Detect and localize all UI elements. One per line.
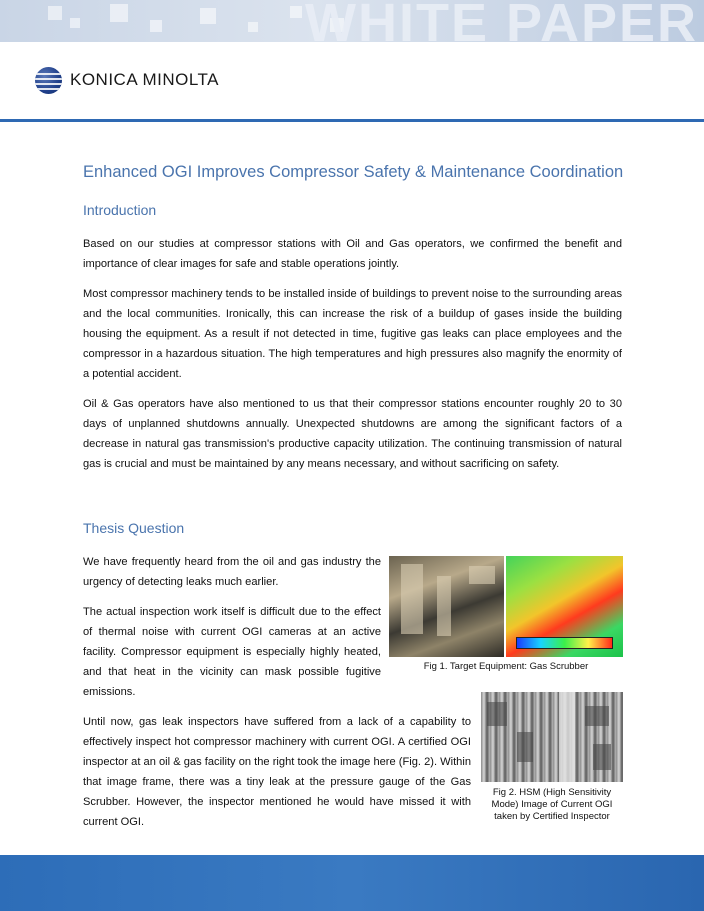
- thesis-paragraph: Until now, gas leak inspectors have suffered from a lack of a capability to effectively inspect hot compressor machinery with current OGI. A certified OGI inspector at an oil & gas facility on the right took the image here (Fig. 2). Within that image frame, there was a tiny leak at the pressure gauge of the Gas Scrubber. However, the inspector mentioned he would have missed it with current OGI.: [83, 716, 471, 828]
- intro-paragraph: Based on our studies at compressor stations with Oil and Gas operators, we confirmed the benefit and importance of clear images for safe and stable operations jointly.: [83, 238, 622, 270]
- logo-wordmark: KONICA MINOLTA: [70, 70, 220, 89]
- thermal-color-scale: [516, 637, 613, 649]
- decor-square: [48, 6, 62, 20]
- figure-2-hsm-image: [481, 692, 623, 782]
- thesis-paragraph: The actual inspection work itself is difficult due to the effect of thermal noise with current OGI cameras at an active facility. Compressor equipment is especially highly heated, and that heat in the vicinity can mask possible fugitive emissions.: [83, 606, 381, 698]
- decor-square: [110, 4, 128, 22]
- section-heading-thesis-question: Thesis Question: [83, 520, 185, 536]
- gas-scrubber-photo: [389, 556, 504, 657]
- header-divider: [0, 119, 704, 122]
- globe-logo-icon: [35, 67, 62, 94]
- decor-square: [290, 6, 302, 18]
- header-banner: [0, 0, 704, 42]
- document-title: Enhanced OGI Improves Compressor Safety & Maintenance Coordination: [83, 163, 624, 181]
- figure-1-images: [389, 556, 623, 657]
- section-heading-introduction: Introduction: [83, 202, 157, 218]
- figure-1-caption: Fig 1. Target Equipment: Gas Scrubber: [423, 661, 589, 672]
- decor-square: [70, 18, 80, 28]
- gas-scrubber-thermal-image: [506, 556, 623, 657]
- decor-square: [150, 20, 162, 32]
- decor-square: [200, 8, 216, 24]
- intro-paragraph: Oil & Gas operators have also mentioned to us that their compressor stations encounter roughly 20 to 30 days of unplanned shutdowns annually. Unexpected shutdowns are among the significant factors of a decrease in natural gas transmission's productive capacity utilization. The continuing transmission of natural gas is crucial and must be maintained by any means necessary, and without sacrificing on safety.: [83, 398, 622, 470]
- konica-minolta-logo: [35, 66, 219, 94]
- figure-2-caption: Fig 2. HSM (High Sensitivity Mode) Image of Current OGI taken by Certified Inspector: [491, 787, 613, 822]
- intro-paragraph: Most compressor machinery tends to be installed inside of buildings to prevent noise to the surrounding areas and the local communities. Ironically, this can increase the risk of a buildup of gases inside the building housing the equipment. As a result if not detected in time, fugitive gas leaks can place employees and the compressor in a hazardous situation. The high temperatures and high pressures also magnify the enormity of a potential accident.: [83, 288, 622, 380]
- footer-banner: [0, 855, 704, 911]
- decor-square: [248, 22, 258, 32]
- thesis-paragraph: We have frequently heard from the oil and gas industry the urgency of detecting leaks much earlier.: [83, 556, 381, 588]
- white-paper-watermark: WHITE PAPER: [304, 0, 698, 42]
